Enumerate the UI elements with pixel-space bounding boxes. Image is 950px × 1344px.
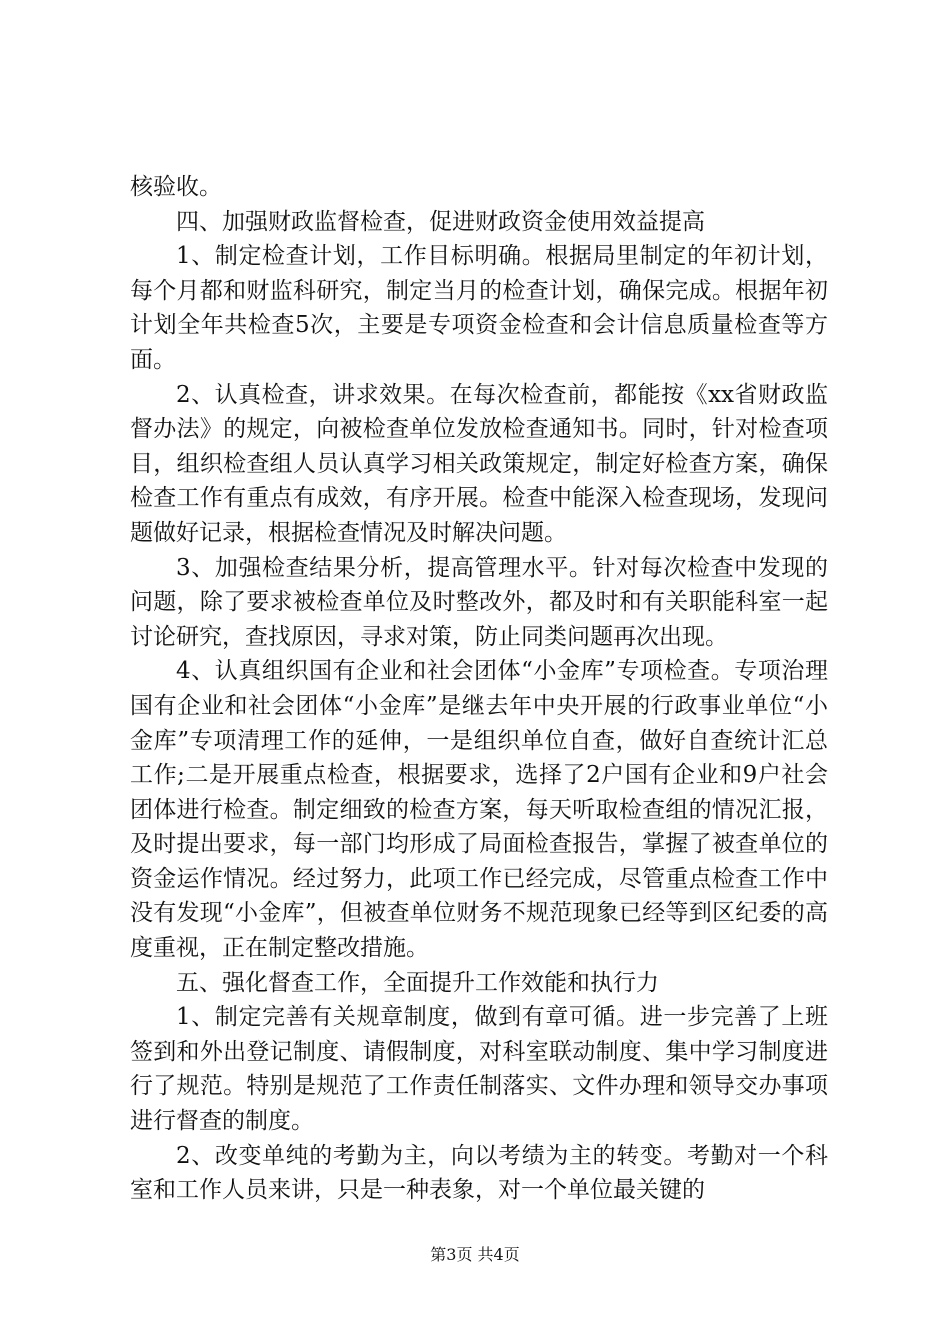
paragraph-item-4: 4、认真组织国有企业和社会团体“小金库”专项检查。专项治理国有企业和社会团体“小金库”是继去年中央开展的行政事业单位“小金库”专项清理工作的延伸，一是组织单位自查，做好自查统计汇总工作;二是开展重点检查，根据要求，选择了2户国有企业和9户社会团体进行检查。制定细致的检查方案，每天听取检查组的情况汇报，及时提出要求，每一部门均形成了局面检查报告，掌握了被查单位的资金运作情况。经过努力，此项工作已经完成，尽管重点检查工作中没有发现“小金库”，但被查单位财务不规范现象已经等到区纪委的高度重视，正在制定整改措施。: [130, 658, 828, 962]
paragraph-item-5-2: 2、改变单纯的考勤为主，向以考绩为主的转变。考勤对一个科室和工作人员来讲，只是一种表象，对一个单位最关键的: [130, 1142, 828, 1204]
paragraph-item-1: 1、制定检查计划，工作目标明确。根据局里制定的年初计划，每个月都和财监科研究，制定当月的检查计划，确保完成。根据年初计划全年共检查5次，主要是专项资金检查和会计信息质量检查等方面。: [130, 243, 828, 373]
section-heading-five: 五、强化督查工作，全面提升工作效能和执行力: [176, 969, 659, 996]
page-number-footer: 第3页 共4页: [430, 1245, 520, 1264]
document-body: [130, 170, 828, 1208]
paragraph-item-5-1: 1、制定完善有关规章制度，做到有章可循。进一步完善了上班签到和外出登记制度、请假制度，对科室联动制度、集中学习制度进行了规范。特别是规范了工作责任制落实、文件办理和领导交办事项进行督查的制度。: [130, 1004, 828, 1135]
paragraph-item-3: 3、加强检查结果分析，提高管理水平。针对每次检查中发现的问题，除了要求被检查单位及时整改外，都及时和有关职能科室一起讨论研究，查找原因，寻求对策，防止同类问题再次出现。: [130, 554, 828, 650]
section-heading-four: 四、加强财政监督检查，促进财政资金使用效益提高: [176, 208, 705, 235]
paragraph-continuation: 核验收。: [130, 174, 222, 200]
paragraph-item-2: 2、认真检查，讲求效果。在每次检查前，都能按《xx省财政监督办法》的规定，向被检查单位发放检查通知书。同时，针对检查项目，组织检查组人员认真学习相关政策规定，制定好检查方案，确保检查工作有重点有成效，有序开展。检查中能深入检查现场，发现问题做好记录，根据检查情况及时解决问题。: [130, 381, 828, 546]
